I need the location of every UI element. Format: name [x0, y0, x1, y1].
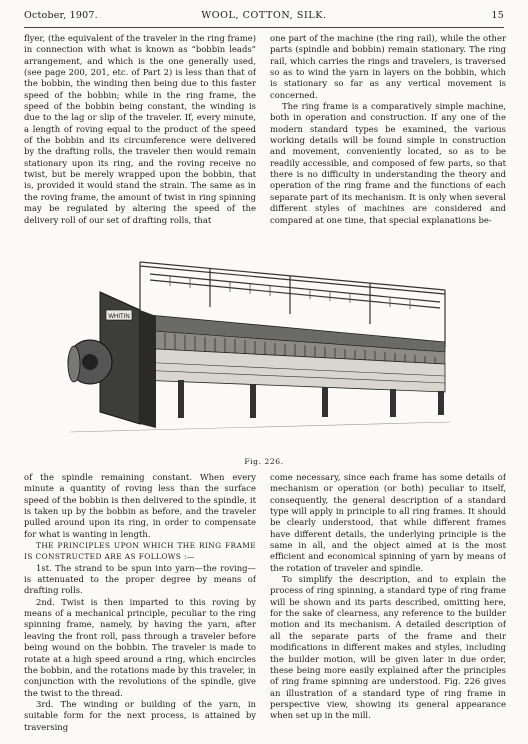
- column-bottom-left: [24, 472, 256, 740]
- loose-pulley: [68, 346, 80, 382]
- paragraph: The ring frame is a comparatively simple machine, both in operation and construction. If any one of the modern standard types be examined, the various working details will be found simple in construction and movement, conveniently located, so as to be readily accessible, and composed of few parts, so that there is no difficulty in understanding the theory and operation of the ring frame and the functions of each separate part of its mechanism. It is only when several different styles of machines are considered and compared at one time, that special explanations be-: [270, 101, 506, 225]
- issue-date: October, 1907.: [24, 10, 98, 21]
- page-number: 15: [491, 10, 504, 21]
- paragraph: 3rd. The winding or building of the yarn, in suitable form for the next process, is attained by traversing: [24, 698, 256, 732]
- journal-title: WOOL, COTTON, SILK.: [201, 10, 327, 21]
- column-top-right: [270, 33, 506, 251]
- column-top-left: [24, 33, 256, 251]
- floor-line: [70, 422, 450, 432]
- paragraph: one part of the machine (the ring rail), while the other parts (spindle and bobbin) remain stationary. The ring rail, which carries the rings and travelers, is traversed so as to wind the yarn in layers on the bobbin, which is stationary so far as any vertical movement is concerned.: [270, 33, 506, 100]
- figure-caption: Fig. 226.: [244, 457, 284, 466]
- ring-frame-illustration: [60, 252, 460, 452]
- paragraph: To simplify the description, and to explain the process of ring spinning, a standard type of ring frame will be shown and its parts described, omitting here, for the sake of clearness, any reference to the builder motion and its mechanism. A detailed description of all the separate parts of the frame and their modifications in different makes and styles, including the builder motion, will be given later in due order, these being more easily explained after the principles of ring frame spinning are understood. Fig. 226 gives an illustration of a standard type of ring frame in perspective view, showing its general appearance when set up in the mill.: [270, 574, 506, 721]
- paragraph: of the spindle remaining constant. When every minute a quantity of roving less than the surface speed of the bobbin is then delivered to the spindle, it is taken up by the bobbin as before, and the traveler pulled around upon its ring, in order to compensate for what is wanting in length.: [24, 472, 256, 539]
- ring-frame-drawing: [60, 252, 460, 452]
- paragraph: 1st. The strand to be spun into yarn—the roving—is attenuated to the proper degree by means of drafting rolls.: [24, 562, 256, 596]
- header-rule: [24, 27, 504, 28]
- paragraph: come necessary, since each frame has some details of mechanism or operation (or both) peculiar to itself, consequently, the general description of a standard type will apply in principle to all ring frames. It should be clearly understood, that while different frames have different details, the underlying principle is the same in all, and the object aimed at is the most efficient and economical spinning of yarn by means of the rotation of traveler and spindle.: [270, 472, 506, 573]
- headstock-side: [140, 310, 156, 428]
- column-bottom-right: [270, 472, 506, 740]
- paragraph: 2nd. Twist is then imparted to this roving by means of a mechanical principle, peculiar to the ring spinning frame, namely, by having the yarn, after leaving the front roll, pass through a traveler before being wound on the bobbin. The traveler is made to rotate at a high speed around a ring, which encircles the bobbin, and the rotations made by this traveler, in conjunction with the revolutions of the spindle, give the twist to the thread.: [24, 596, 256, 698]
- maker-plate-text: WHITIN: [108, 314, 130, 320]
- running-head: [24, 10, 504, 24]
- pulley-hub: [82, 354, 98, 370]
- section-heading: THE PRINCIPLES UPON WHICH THE RING FRAME IS CONSTRUCTED ARE AS FOLLOWS :—: [24, 541, 256, 562]
- paragraph: flyer, (the equivalent of the traveler in the ring frame) in connection with what is known as “bobbin leads” arrangement, and which is the one generally used, (see page 200, 201, etc. of Part 2) is less than that of the bobbin, the winding then being due to this faster speed of the bobbin; while in the ring frame, the speed of the bobbin being constant, the winding is due to the lag or slip of the traveler. If, every minute, a length of roving equal to the product of the speed of the bobbin and its circumference were delivered by the drafting rolls, the traveler then would remain stationary upon its ring, and the roving receive no twist, but be merely wrapped upon the bobbin, that is, provided it would stand the strain. The same as in the roving frame, the amount of twist in ring spinning may be regulated by altering the speed of the delivery roll of our set of drafting rolls, that: [24, 33, 256, 225]
